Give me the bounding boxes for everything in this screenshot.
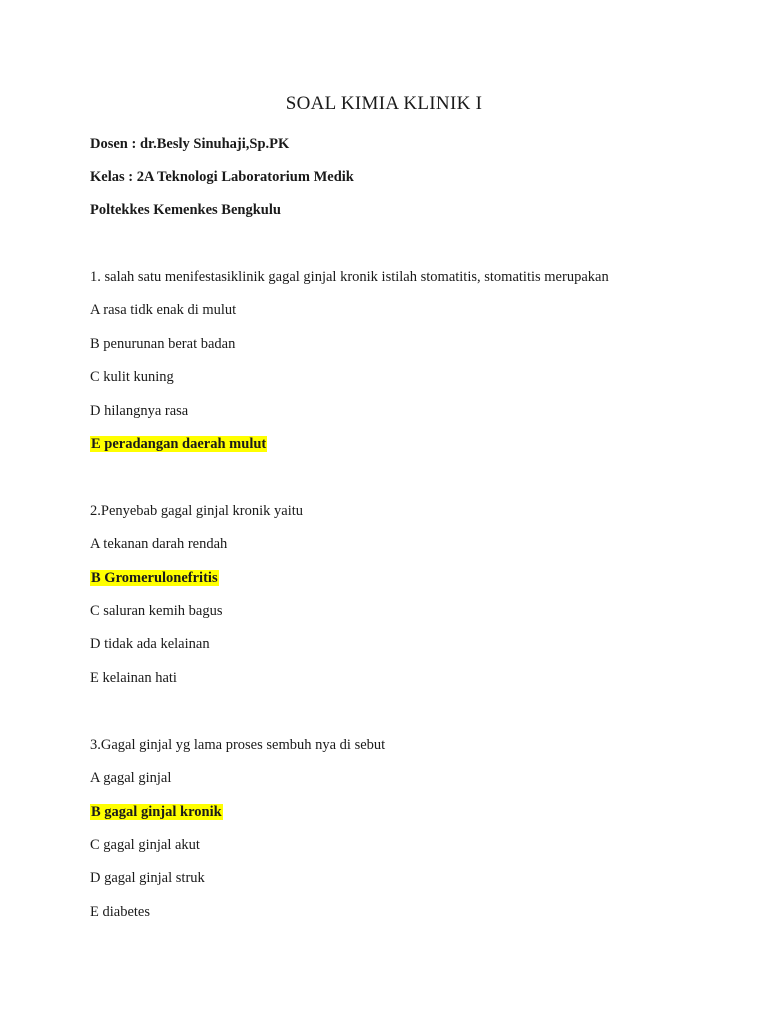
option-text: A tekanan darah rendah (90, 536, 228, 552)
question-1-option-d (90, 402, 188, 420)
option-text: E kelainan hati (90, 670, 177, 686)
question-2-option-c (90, 602, 223, 620)
option-text: D hilangnya rasa (90, 403, 189, 419)
question-3-option-e (90, 903, 150, 921)
option-text: D tidak ada kelainan (90, 636, 210, 652)
question-3-text: 3.Gagal ginjal yg lama proses sembuh nya di sebut (90, 737, 386, 753)
question-3-option-d (90, 869, 205, 887)
question-2-text: 2.Penyebab gagal ginjal kronik yaitu (90, 503, 304, 519)
institusi-line: Poltekkes Kemenkes Bengkulu (90, 202, 281, 218)
option-text: E diabetes (90, 904, 150, 920)
option-text: C kulit kuning (90, 369, 174, 385)
question-2-option-e (90, 669, 177, 687)
question-1-option-a (90, 301, 236, 319)
highlighted-answer: B Gromerulonefritis (91, 570, 218, 586)
option-text: C saluran kemih bagus (90, 603, 223, 619)
question-2-option-d (90, 635, 210, 653)
question-2-option-b (90, 569, 219, 587)
question-1-option-e (90, 435, 267, 453)
question-1-text: 1. salah satu menifestasiklinik gagal ginjal kronik istilah stomatitis, stomatitis merupakan (90, 269, 609, 285)
dosen-line: Dosen : dr.Besly Sinuhaji,Sp.PK (90, 136, 290, 152)
kelas-line: Kelas : 2A Teknologi Laboratorium Medik (90, 169, 354, 185)
option-text: B penurunan berat badan (90, 336, 236, 352)
question-2-option-a (90, 535, 227, 553)
option-text: C gagal ginjal akut (90, 837, 200, 853)
option-text: A gagal ginjal (90, 770, 172, 786)
page-title: SOAL KIMIA KLINIK I (285, 93, 483, 114)
question-1-option-c (90, 368, 174, 386)
highlighted-answer: E peradangan daerah mulut (91, 436, 267, 452)
option-text: A rasa tidk enak di mulut (90, 302, 237, 318)
question-3-option-c (90, 836, 200, 854)
highlighted-answer: B gagal ginjal kronik (91, 804, 222, 820)
question-1-option-b (90, 335, 235, 353)
question-3-option-b (90, 803, 223, 821)
option-text: D gagal ginjal struk (90, 870, 205, 886)
question-3-option-a (90, 769, 171, 787)
